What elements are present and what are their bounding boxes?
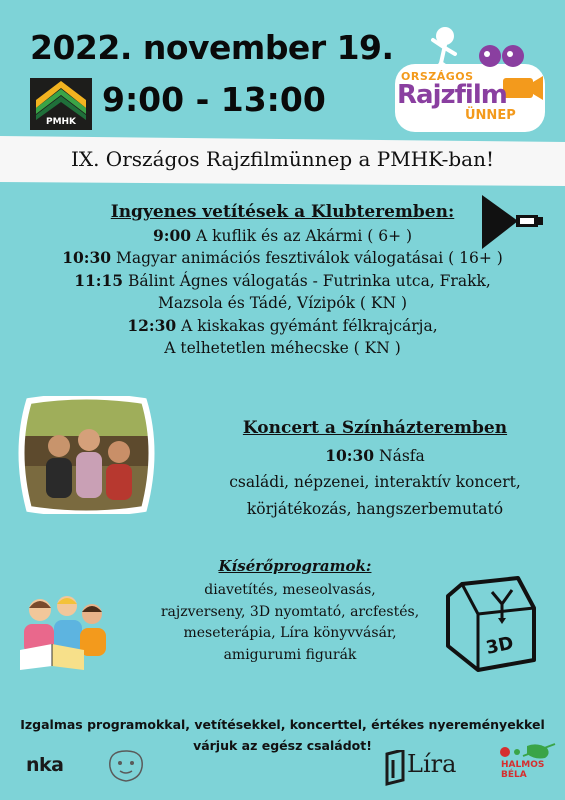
nka-logo: nka [26,754,64,776]
banner-title: IX. Országos Rajzfilmünnep a PMHK-ban! [70,147,495,171]
violin-icon [497,740,557,762]
footer-line-2: várjuk az egész családot! [193,738,372,754]
screenings-heading: Ingyenes vetítések a Klubteremben: [110,202,455,222]
concert-heading: Koncert a Színházteremben [242,418,508,438]
screening-item: 9:00 A kuflik és az Akármi ( 6+ ) [152,225,413,245]
3d-printer-icon [440,574,540,674]
fortuna-logo [98,745,154,787]
side-program-line: meseterápia, Líra könyvvásár, [183,625,397,642]
pmhk-logo [30,78,92,130]
concert-performer: 10:30 Násfa [325,445,425,465]
lira-logo [385,748,475,788]
side-program-line: amigurumi figurák [223,647,357,664]
event-date: 2022. november 19. [30,28,394,67]
halmos-bela-logo [497,740,557,790]
footer-invitation [0,714,565,757]
side-program-line: diavetítés, meseolvasás, [204,582,376,598]
side-programs-list [140,580,440,667]
festival-logo [395,18,545,133]
projector-icon [480,193,545,253]
concert-desc-1: családi, népzenei, interaktív koncert, [229,473,521,492]
concert-section [185,414,565,522]
festival-logo-line2: Rajzfilm [397,80,507,110]
band-photo [14,396,159,514]
footer-line-1: Izgalmas programokkal, vetítésekkel, koncerttel, értékes nyereményekkel [20,717,545,732]
pmhk-logo-text: PMHK [45,117,77,127]
concert-desc-2: körjátékozás, hangszerbemutató [246,499,504,518]
event-time: 9:00 - 13:00 [102,80,326,119]
screening-item: A telhetetlen méhecske ( KN ) [164,338,401,357]
screening-item: Mazsola és Tádé, Vízipók ( KN ) [157,294,407,313]
halmos-logo-text-1: HALMOS [501,760,545,770]
side-programs-heading: Kísérőprogramok: [218,557,372,575]
screening-item: 12:30 A kiskakas gyémánt félkrajcárja, [127,315,438,335]
screening-item: 10:30 Magyar animációs fesztiválok válogatásai ( 16+ ) [62,248,503,268]
halmos-logo-text-2: BÉLA [501,770,527,780]
festival-logo-line1: ORSZÁGOS [401,70,474,83]
reading-kids-illustration [12,592,112,672]
lira-book-icon [385,750,407,786]
lira-logo-text: Líra [407,750,457,778]
svg-text:3D: 3D [484,632,516,659]
side-program-line: rajzverseny, 3D nyomtató, arcfestés, [160,603,420,620]
screening-item: 11:15 Bálint Ágnes válogatás - Futrinka utca, Frakk, [74,270,491,290]
festival-logo-line3: ÜNNEP [465,108,516,123]
